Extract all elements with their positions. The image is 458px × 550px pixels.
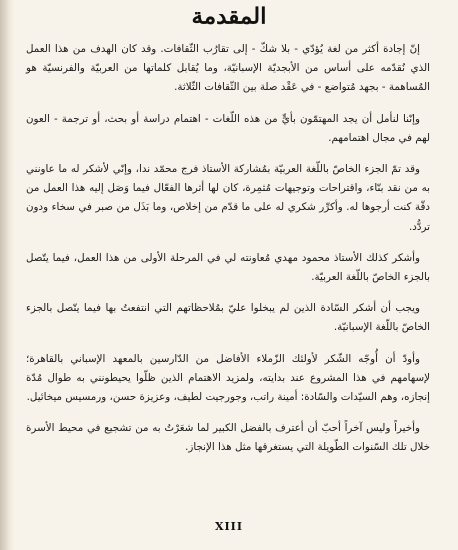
paragraph-6: وأودّ أن أُوجّه الشّكر لأولئك الزّملاء الأفاضل من الدّارسين بالمعهد الإسباني بالقاهرة؛ لإسهامهم في هذا المشروع عند بدايته، ولمزيد الاهتمام الذين ظلّوا يحيطونني به طوال مُدّة إنجازه، وهم السيّدات والسّادة: أمينة راتب، وجورجيت لطيف، وعزيزة حسن، ورمسيس ميخائيل. [26,352,430,404]
page-number: XIII [215,520,243,533]
paragraph-2: وإنّنا لنأمل أن يجد المهتمّون بأيٍّ من هذه اللّغات - اهتمام دراسة أو بحث، أو ترجمة - العون لهم في مجال اهتمامهم. [26,112,430,144]
paragraph-7: وأخيراً وليس آخراً أحبّ أن أعترف بالفضل الكبير لما شعَرْتُ به من تشجيع في محيط الأسرة خلال تلك السّنوات الطّويلة التي يستغرقها مثل هذا الإنجاز. [26,422,430,454]
page-title: المقدمة [191,3,267,30]
document-body [26,40,430,470]
paragraph-4: وأشكر كذلك الأستاذ محمود مهدي مُعاونته لي في المرحلة الأولى من هذا العمل، فيما يتّصل بالجزء الخاصّ باللّغة العربيّة. [26,251,430,284]
paragraph-5: ويجب أن أشكر السّادة الذين لم يبخلوا عليّ بمُلاحظاتهم التي انتفعتُ بها فيما يتّصل بالجزء الخاصّ باللّغة الإسبانيّة. [26,302,430,334]
paragraph-1: إنّ إجادة أكثر من لغة يُؤدّي - بلا شكّ - إلى تقارُب الثّقافات. وقد كان الهدف من هذا العمل الذي نُقدّمه على أساس من الأبجديّة الإسبانيّة، وما يُقابل كلماتها من العربيّة والفرنسيّة هو المُساهمة - بجهد مُتواضع - في عَقْد صلة بين الثّقافات الثّلاثة. [26,43,430,94]
page-binding-edge [0,0,14,550]
title-area [0,3,458,30]
paragraph-3: وقد تمّ الجزء الخاصّ باللّغة العربيّة بمُشاركة الأستاذ فرج محمّد ندا، وإنّي لأشكر له ما عاونني به من نقد بنّاء، واقتراحات وتوجيهات مُثمِرة، كان لها أثرها الفعّال فيما وَصَل إليه هذا العمل من دقّة كنت أرجوها له. وأكرِّر شكري له على ما قدّم من إخلاص، وما بَذَل من صبر في سخاء ودون تردُّد. [26,163,430,233]
